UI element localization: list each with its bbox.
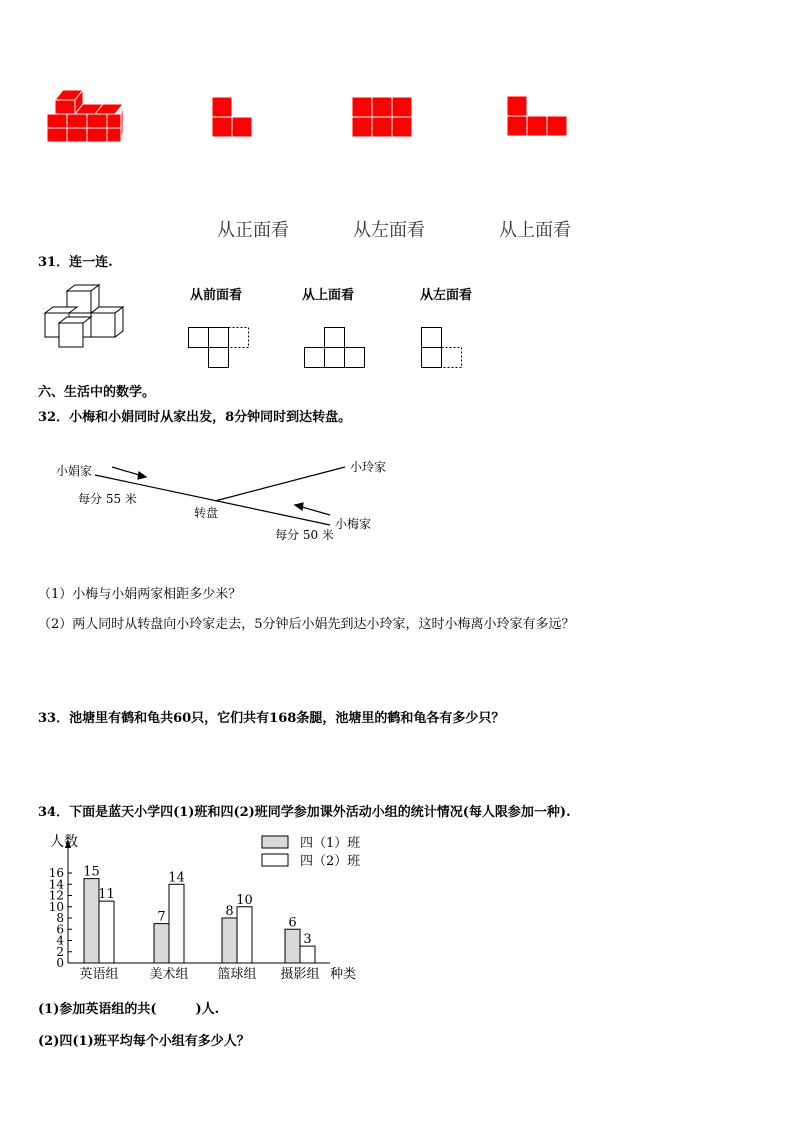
q31-view-shape-1 (188, 327, 252, 371)
map-label-mei-speed: 每分 50 米 (275, 528, 334, 542)
bar-value-label: 6 (288, 915, 297, 931)
bar-2-1 (99, 901, 114, 963)
bar-value-label: 10 (236, 892, 253, 908)
category-label: 英语组 (79, 967, 119, 982)
bar-value-label: 15 (83, 864, 100, 880)
bar-value-label: 11 (98, 887, 115, 903)
view-left-red-shape (212, 97, 254, 139)
category-label: 摄影组 (280, 967, 320, 982)
view-front-red-shape (352, 97, 414, 139)
bar-value-label: 14 (168, 870, 185, 886)
cube-solid-figure (45, 86, 125, 146)
question-33-title: 33．池塘里有鹤和龟共60只，它们共有168条腿，池塘里的鹤和龟各有多少只？ (38, 711, 505, 726)
y-tick-label: 2 (56, 944, 64, 959)
y-tick-label: 10 (48, 899, 64, 914)
bar-2-4 (300, 946, 315, 963)
y-tick-label: 4 (56, 933, 64, 948)
view-label-left: 从左面看 (353, 220, 425, 241)
activity-bar-chart (40, 830, 380, 990)
y-tick-label: 12 (48, 888, 64, 903)
map-label-juan-home: 小娟家 (56, 464, 93, 478)
section-6-title: 六、生活中的数学。 (38, 385, 156, 400)
question-32-title: 32．小梅和小娟同时从家出发，8分钟同时到达转盘。 (38, 410, 352, 425)
q31-view-shape-3 (421, 327, 465, 371)
bar-1-3 (222, 918, 237, 963)
category-label: 美术组 (149, 967, 189, 982)
view-top-red-shape (507, 96, 569, 138)
y-tick-label: 16 (48, 866, 64, 880)
y-tick-label: 6 (56, 922, 64, 937)
legend-label-2: 四（2）班 (300, 854, 361, 869)
bar-value-label: 8 (225, 904, 234, 919)
bar-2-3 (237, 907, 252, 963)
q31-view-shape-2 (304, 327, 368, 371)
question-31-title: 31．连一连. (38, 255, 113, 270)
question-32-sub1: （1）小梅与小娟两家相距多少米？ (38, 587, 242, 602)
legend-swatch-2 (262, 854, 288, 866)
question-34-sub1: (1)参加英语组的共( )人. (38, 1002, 220, 1017)
bar-value-label: 3 (303, 932, 312, 948)
bar-2-2 (169, 884, 184, 963)
bar-1-1 (84, 879, 99, 963)
map-label-roundabout: 转盘 (194, 506, 219, 520)
q32-route-map (50, 455, 410, 555)
y-axis-label: 人数 (50, 834, 78, 850)
category-label: 篮球组 (217, 967, 257, 982)
map-label-juan-speed: 每分 55 米 (78, 492, 137, 506)
question-34-sub2: (2)四(1)班平均每个小组有多少人？ (38, 1034, 250, 1049)
legend-swatch-1 (262, 836, 288, 848)
question-34-title: 34．下面是蓝天小学四(1)班和四(2)班同学参加课外活动小组的统计情况(每人限参加一种). (38, 805, 571, 820)
x-axis-label: 种类 (330, 967, 357, 982)
map-label-ling-home: 小玲家 (350, 460, 387, 474)
bar-1-2 (154, 924, 169, 963)
y-tick-label: 8 (56, 911, 64, 925)
bar-1-4 (285, 929, 300, 963)
bar-value-label: 7 (157, 909, 166, 925)
view-label-top: 从上面看 (499, 220, 571, 241)
q31-label-left: 从左面看 (420, 288, 473, 303)
map-label-mei-home: 小梅家 (335, 517, 372, 531)
y-tick-label: 14 (48, 877, 64, 892)
y-tick-label: 0 (56, 956, 64, 970)
q31-label-top: 从上面看 (302, 288, 355, 303)
question-32-sub2: （2）两人同时从转盘向小玲家走去，5分钟后小娟先到达小玲家，这时小梅离小玲家有多远？ (38, 617, 575, 632)
q31-cube-figure (43, 283, 143, 353)
q31-label-front: 从前面看 (190, 288, 243, 303)
legend-label-1: 四（1）班 (300, 836, 361, 851)
view-label-front: 从正面看 (217, 220, 289, 241)
